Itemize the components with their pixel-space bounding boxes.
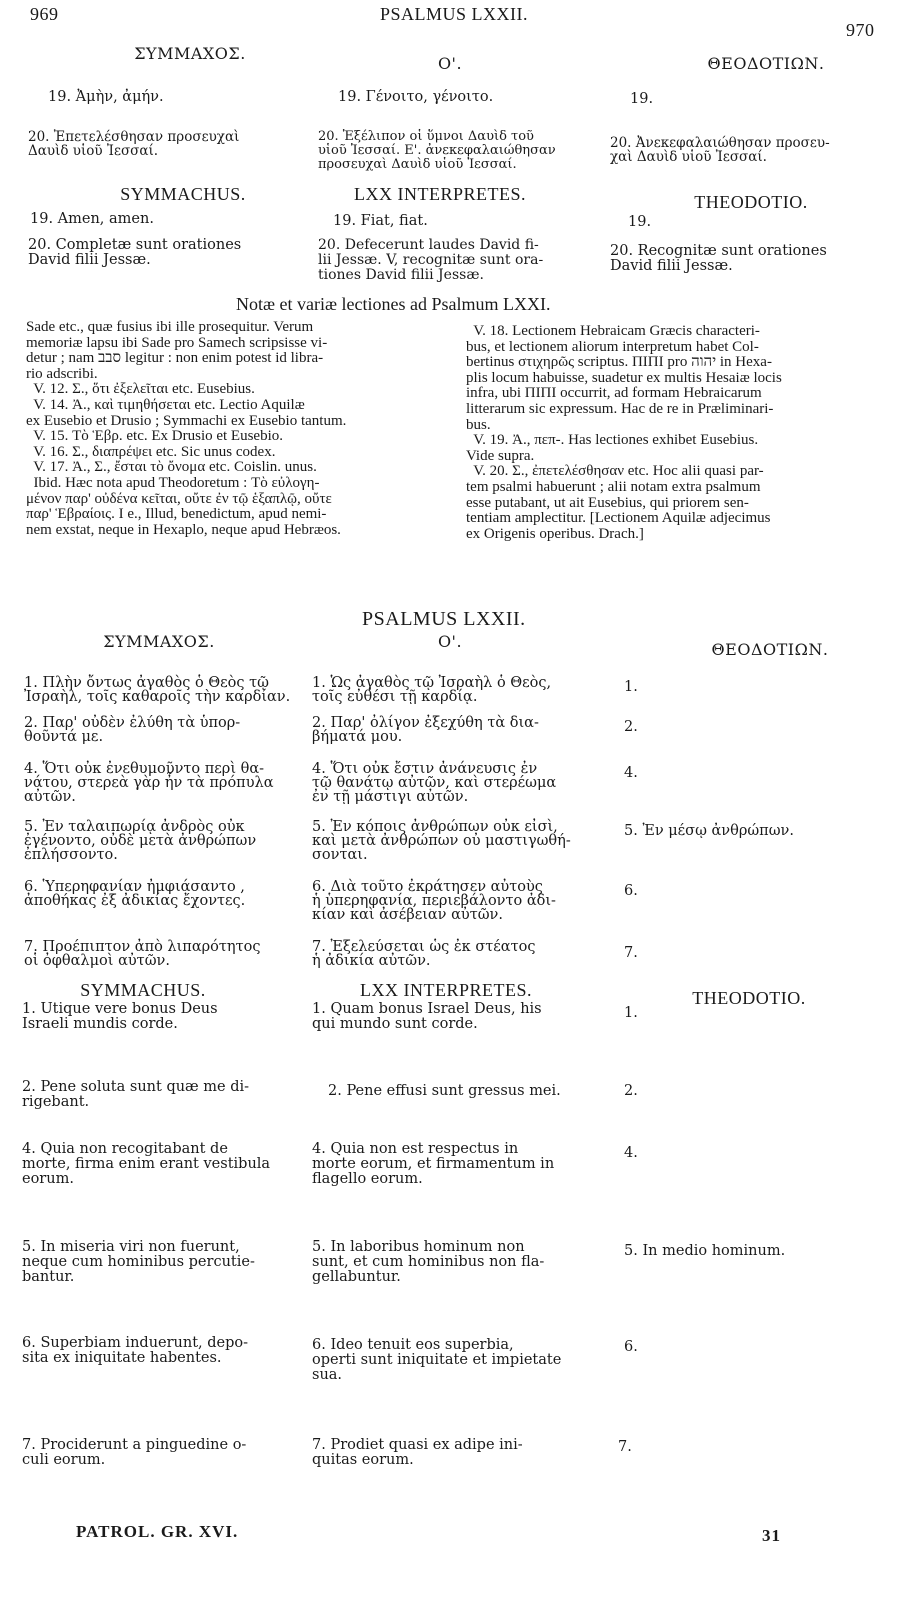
running-title: PSALMUS LXXII. (380, 4, 529, 24)
greek-theo-v5: 5. Ἐν μέσῳ ἀνθρώπων. (624, 823, 794, 839)
greek-sym-v4: 4. Ὅτι οὐκ ἐνεθυμοῦντο περὶ θα- νάτου, στερεὰ γὰρ ἦν τὰ πρόπυλα αὐτῶν. (24, 761, 274, 805)
sym-latin-20: 20. Completæ sunt orationes David filii Jessæ. (28, 237, 242, 268)
sym-latin-19: 19. Amen, amen. (30, 211, 154, 227)
latin-sym-v7: 7. Prociderunt a pinguedine o- culi eorum. (22, 1437, 247, 1468)
page-number-right: 970 (846, 20, 875, 40)
latin-sym-v4: 4. Quia non recogitabant de morte, firma enim erant vestibula eorum. (22, 1141, 271, 1187)
latin-theo-v1: 1. (624, 1005, 638, 1021)
latin-lxx-v2: 2. Pene effusi sunt gressus mei. (328, 1083, 561, 1099)
latin-lxx-v5: 5. In laboribus hominum non sunt, et cum hominibus non fla- gellabuntur. (312, 1239, 545, 1285)
latin-lxx-v7: 7. Prodiet quasi ex adipe ini- quitas eorum. (312, 1437, 523, 1468)
lxx-latin-title: LXX INTERPRETES. (354, 184, 526, 204)
psalm-lxx-latin-title: LXX INTERPRETES. (360, 980, 532, 1000)
sym-verse-20: 20. Ἐπετελέσθησαν προσευχαὶ Δαυὶδ υἱοῦ Ἰεσσαί. (28, 129, 240, 159)
psalm-theodotion-greek-title: ΘΕΟΔΟΤΙΩΝ. (711, 640, 829, 659)
greek-sym-v2: 2. Παρ' οὐδὲν ἐλύθη τὰ ὑπορ- θοῦντά με. (24, 715, 241, 745)
lxx-greek-title: Ο'. (437, 54, 463, 73)
latin-theo-v4: 4. (624, 1145, 638, 1161)
symmachus-latin-title: SYMMACHUS. (120, 184, 246, 204)
sym-verse-19: 19. Ἀμὴν, ἀμήν. (48, 89, 164, 105)
psalm-lxx-greek-title: Ο'. (437, 632, 463, 651)
theodotion-greek-title: ΘΕΟΔΟΤΙΩΝ. (707, 54, 825, 73)
page-number-left: 969 (30, 4, 59, 24)
latin-theo-v7: 7. (618, 1439, 632, 1455)
latin-theo-v5: 5. In medio hominum. (624, 1243, 786, 1259)
theo-latin-20: 20. Recognitæ sunt orationes David filii Jessæ. (610, 243, 827, 274)
lxx-verse-19: 19. Γένοιτο, γένοιτο. (338, 89, 494, 105)
greek-sym-v6: 6. Ὑπερηφανίαν ἠμφιάσαντο , ἀποθήκας ἐξ ἀδικίας ἔχοντες. (24, 879, 246, 909)
latin-sym-v6: 6. Superbiam induerunt, depo- sita ex iniquitate habentes. (22, 1335, 249, 1366)
latin-sym-v2: 2. Pene soluta sunt quæ me di- rigebant. (22, 1079, 250, 1110)
greek-lxx-v7: 7. Ἐξελεύσεται ὡς ἐκ στέατος ἡ ἀδικία αὐτῶν. (312, 939, 536, 969)
greek-lxx-v2: 2. Παρ' ὀλίγον ἐξεχύθη τὰ δια- βήματά μου. (312, 715, 539, 745)
latin-lxx-v1: 1. Quam bonus Israel Deus, his qui mundo sunt corde. (312, 1001, 542, 1032)
psalm-theodotion-latin-title: THEODOTIO. (692, 988, 806, 1008)
footer-page-number: 31 (762, 1526, 781, 1545)
theo-latin-19: 19. (628, 214, 652, 230)
greek-theo-v7: 7. (624, 945, 638, 961)
psalm-symmachus-latin-title: SYMMACHUS. (80, 980, 206, 1000)
footer-patrologia: PATROL. GR. XVI. (76, 1522, 239, 1541)
psalm-title: PSALMUS LXXII. (362, 608, 526, 630)
greek-lxx-v4: 4. Ὅτι οὐκ ἔστιν ἀνάνευσις ἐν τῷ θανάτῳ αὐτῶν, καὶ στερέωμα ἐν τῇ μάστιγι αὐτῶν. (312, 761, 557, 805)
greek-lxx-v1: 1. Ὡς ἀγαθὸς τῷ Ἰσραὴλ ὁ Θεὸς, τοῖς εὐθέσι τῇ καρδίᾳ. (312, 675, 552, 705)
greek-lxx-v5: 5. Ἐν κόποις ἀνθρώπων οὐκ εἰσὶ, καὶ μετὰ ἀνθρώπων οὐ μαστιγωθή- σονται. (312, 819, 571, 863)
lxx-latin-19: 19. Fiat, fiat. (333, 213, 428, 229)
notes-heading: Notæ et variæ lectiones ad Psalmum LXXI. (236, 294, 551, 314)
greek-theo-v6: 6. (624, 883, 638, 899)
theo-verse-20: 20. Ἀνεκεφαλαιώθησαν προσευ- χαὶ Δαυὶδ υἱοῦ Ἰεσσαί. (610, 135, 830, 165)
greek-sym-v5: 5. Ἐν ταλαιπωρίᾳ ἀνδρὸς οὐκ ἐγένοντο, οὐδὲ μετὰ ἀνθρώπων ἐπλήσσοντο. (24, 819, 257, 863)
latin-sym-v5: 5. In miseria viri non fuerunt, neque cum hominibus percutie- bantur. (22, 1239, 255, 1285)
latin-theo-v6: 6. (624, 1339, 638, 1355)
greek-theo-v4: 4. (624, 765, 638, 781)
psalm-symmachus-greek-title: ΣΥΜΜΑΧΟΣ. (103, 632, 215, 651)
notes-right-column: V. 18. Lectionem Hebraicam Græcis characteri- bus, et lectionem aliorum interpretum habet Col- bertinus στιχηρῶς scriptus. ΠΙΠΙ pro יהוה in Hexa- plis locum habuisse, suadetur ex multis Hesaiæ locis infra, ubi ΠΙΠΙ occurrit, ad formam Hebraicarum litterarum sic expressum. Hac de re in Præliminari- bus. V. 19. Ἀ., πεπ-. Has lectiones exhibet Eusebius. Vide supra. V. 20. Σ., ἐπετελέσθησαν etc. Hoc alii quasi par- tem psalmi habuerunt ; alii notam extra psalmum esse putabant, ut ait Eusebius, qui priorem sen- tentiam amplectitur. [Lectionem Aquilæ adjecimus ex Origenis operibus. Drach.] (466, 323, 782, 542)
latin-sym-v1: 1. Utique vere bonus Deus Israeli mundis corde. (22, 1001, 218, 1032)
symmachus-greek-title: ΣΥΜΜΑΧΟΣ. (134, 44, 246, 63)
theodotion-latin-title: THEODOTIO. (694, 192, 808, 212)
greek-theo-v2: 2. (624, 719, 638, 735)
greek-lxx-v6: 6. Διὰ τοῦτο ἐκράτησεν αὐτοὺς ἡ ὑπερηφανία, περιεβάλοντο ἀδι- κίαν καὶ ἀσέβειαν αὐτῶν. (312, 879, 556, 923)
latin-theo-v2: 2. (624, 1083, 638, 1099)
lxx-latin-20: 20. Defecerunt laudes David fi- lii Jessæ. V, recognitæ sunt ora- tiones David filii Jessæ. (318, 237, 544, 283)
notes-left-column: Sade etc., quæ fusius ibi ille prosequitur. Verum memoriæ lapsu ibi Sade pro Samech scripsisse vi- detur ; nam סבב legitur : non enim potest id libra- rio adscribi. V. 12. Σ., ὅτι ἐξελεῖται etc. Eusebius. V. 14. Ἀ., καὶ τιμηθήσεται etc. Lectio Aquilæ ex Eusebio et Drusio ; Symmachi ex Eusebio tantum. V. 15. Τὸ Ἑβρ. etc. Ex Drusio et Eusebio. V. 16. Σ., διαπρέψει etc. Sic unus codex. V. 17. Ἀ., Σ., ἔσται τὸ ὄνομα etc. Coislin. unus. Ibid. Hæc nota apud Theodoretum : Τὸ εὐλογη- μένον παρ' οὐδένα κεῖται, οὔτε ἐν τῷ ἑξαπλῷ, οὔτε παρ' Ἑβραίοις. I e., Illud, benedictum, apud nemi- nem exstat, neque in Hexaplo, neque apud Hebræos. (26, 319, 347, 538)
latin-lxx-v6: 6. Ideo tenuit eos superbia, operti sunt iniquitate et impietate sua. (312, 1337, 562, 1383)
latin-lxx-v4: 4. Quia non est respectus in morte eorum, et firmamentum in flagello eorum. (312, 1141, 555, 1187)
greek-sym-v7: 7. Προέπιπτον ἀπὸ λιπαρότητος οἱ ὀφθαλμοὶ αὐτῶν. (24, 939, 261, 969)
lxx-verse-20: 20. Ἐξέλιπον οἱ ὕμνοι Δαυὶδ τοῦ υἱοῦ Ἰεσσαί. Ε'. ἀνεκεφαλαιώθησαν προσευχαὶ Δαυὶδ υἱοῦ Ἰεσσαί. (318, 129, 556, 172)
greek-theo-v1: 1. (624, 679, 638, 695)
theo-verse-19: 19. (630, 91, 654, 107)
greek-sym-v1: 1. Πλὴν ὄντως ἀγαθὸς ὁ Θεὸς τῷ Ἰσραὴλ, τοῖς καθαροῖς τὴν καρδίαν. (24, 675, 291, 705)
